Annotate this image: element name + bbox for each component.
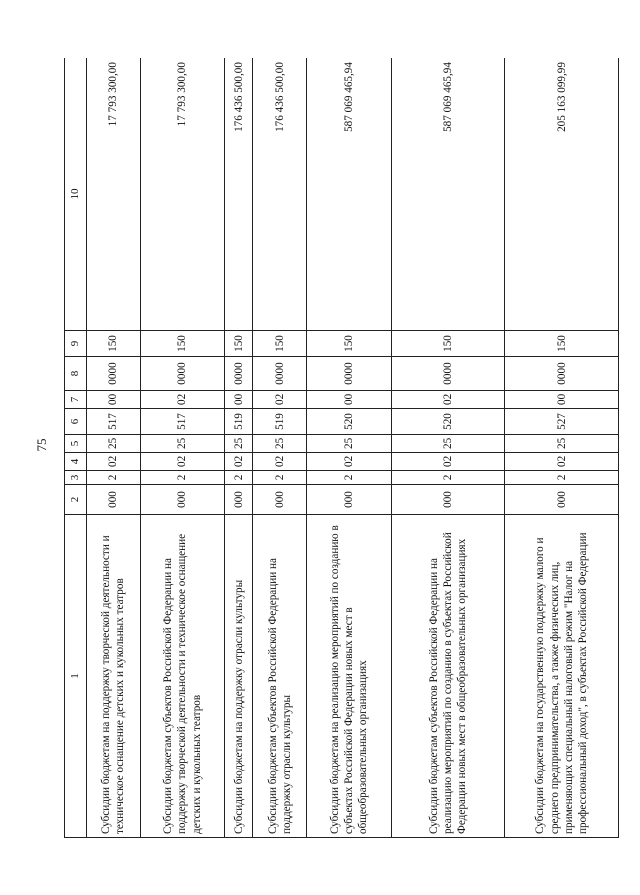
amount-cell: 176 436 500,00 [225, 58, 253, 331]
page-number: 75 [34, 438, 49, 452]
code-cell: 0000 [391, 357, 505, 391]
table-row [253, 58, 307, 838]
amount-cell: 17 793 300,00 [140, 58, 225, 331]
code-cell: 527 [505, 409, 619, 435]
amount-cell: 587 069 465,94 [307, 58, 392, 331]
code-cell: 02 [140, 453, 225, 471]
table-row [391, 58, 505, 838]
column-header: 4 [65, 453, 87, 471]
amount-cell: 205 163 099,99 [505, 58, 619, 331]
amount-cell: 176 436 500,00 [253, 58, 307, 331]
row-name: Субсидии бюджетам субъектов Российской Федерации на поддержку отрасли культуры [253, 515, 307, 838]
column-header: 6 [65, 409, 87, 435]
code-cell: 25 [307, 435, 392, 453]
code-cell: 0000 [225, 357, 253, 391]
column-header: 8 [65, 357, 87, 391]
table-wrapper [64, 58, 619, 838]
code-cell: 000 [140, 485, 225, 515]
code-cell: 150 [505, 331, 619, 357]
code-cell: 25 [140, 435, 225, 453]
column-header: 7 [65, 391, 87, 409]
code-cell: 517 [86, 409, 140, 435]
header-row [65, 58, 87, 838]
code-cell: 519 [225, 409, 253, 435]
code-cell: 000 [505, 485, 619, 515]
rotated-table-frame [64, 58, 619, 838]
code-cell: 2 [391, 471, 505, 485]
code-cell: 02 [140, 391, 225, 409]
code-cell: 25 [86, 435, 140, 453]
column-header: 9 [65, 331, 87, 357]
code-cell: 02 [391, 453, 505, 471]
code-cell: 25 [253, 435, 307, 453]
row-name: Субсидии бюджетам на поддержку отрасли культуры [225, 515, 253, 838]
code-cell: 0000 [86, 357, 140, 391]
row-name: Субсидии бюджетам на государственную поддержку малого и среднего предпринимательства, а также физических лиц, применяющих специальный налоговый режим "Налог на профессиональный доход", в субъектах Российской Федерации [505, 515, 619, 838]
code-cell: 000 [225, 485, 253, 515]
code-cell: 000 [86, 485, 140, 515]
code-cell: 02 [505, 453, 619, 471]
code-cell: 520 [307, 409, 392, 435]
code-cell: 25 [505, 435, 619, 453]
amount-cell: 17 793 300,00 [86, 58, 140, 331]
column-header: 1 [65, 515, 87, 838]
code-cell: 02 [253, 453, 307, 471]
table-row [225, 58, 253, 838]
code-cell: 02 [86, 453, 140, 471]
code-cell: 000 [391, 485, 505, 515]
code-cell: 2 [140, 471, 225, 485]
code-cell: 0000 [140, 357, 225, 391]
column-header: 10 [65, 58, 87, 331]
code-cell: 2 [307, 471, 392, 485]
row-name: Субсидии бюджетам на поддержку творческой деятельности и техническое оснащение детских и кукольных театров [86, 515, 140, 838]
code-cell: 02 [307, 453, 392, 471]
code-cell: 2 [225, 471, 253, 485]
amount-cell: 587 069 465,94 [391, 58, 505, 331]
code-cell: 00 [225, 391, 253, 409]
code-cell: 150 [307, 331, 392, 357]
code-cell: 150 [140, 331, 225, 357]
code-cell: 000 [253, 485, 307, 515]
code-cell: 2 [86, 471, 140, 485]
table-row [307, 58, 392, 838]
code-cell: 0000 [505, 357, 619, 391]
row-name: Субсидии бюджетам субъектов Российской Федерации на реализацию мероприятий по созданию в субъектах Российской Федерации новых мест в общеобразовательных организациях [391, 515, 505, 838]
row-name: Субсидии бюджетам на реализацию мероприятий по созданию в субъектах Российской Федерации новых мест в общеобразовательных организациях [307, 515, 392, 838]
code-cell: 00 [307, 391, 392, 409]
table-row [505, 58, 619, 838]
code-cell: 150 [391, 331, 505, 357]
column-header: 5 [65, 435, 87, 453]
code-cell: 2 [253, 471, 307, 485]
code-cell: 02 [225, 453, 253, 471]
code-cell: 00 [86, 391, 140, 409]
code-cell: 00 [505, 391, 619, 409]
code-cell: 000 [307, 485, 392, 515]
code-cell: 519 [253, 409, 307, 435]
table-row [86, 58, 140, 838]
code-cell: 520 [391, 409, 505, 435]
column-header: 3 [65, 471, 87, 485]
code-cell: 25 [225, 435, 253, 453]
code-cell: 2 [505, 471, 619, 485]
column-header: 2 [65, 485, 87, 515]
code-cell: 150 [253, 331, 307, 357]
code-cell: 0000 [253, 357, 307, 391]
table-row [140, 58, 225, 838]
budget-subsidies-table [64, 58, 619, 838]
code-cell: 0000 [307, 357, 392, 391]
row-name: Субсидии бюджетам субъектов Российской Федерации на поддержку творческой деятельности и техническое оснащение детских и кукольных театров [140, 515, 225, 838]
code-cell: 25 [391, 435, 505, 453]
code-cell: 150 [86, 331, 140, 357]
code-cell: 150 [225, 331, 253, 357]
code-cell: 517 [140, 409, 225, 435]
code-cell: 02 [253, 391, 307, 409]
code-cell: 02 [391, 391, 505, 409]
